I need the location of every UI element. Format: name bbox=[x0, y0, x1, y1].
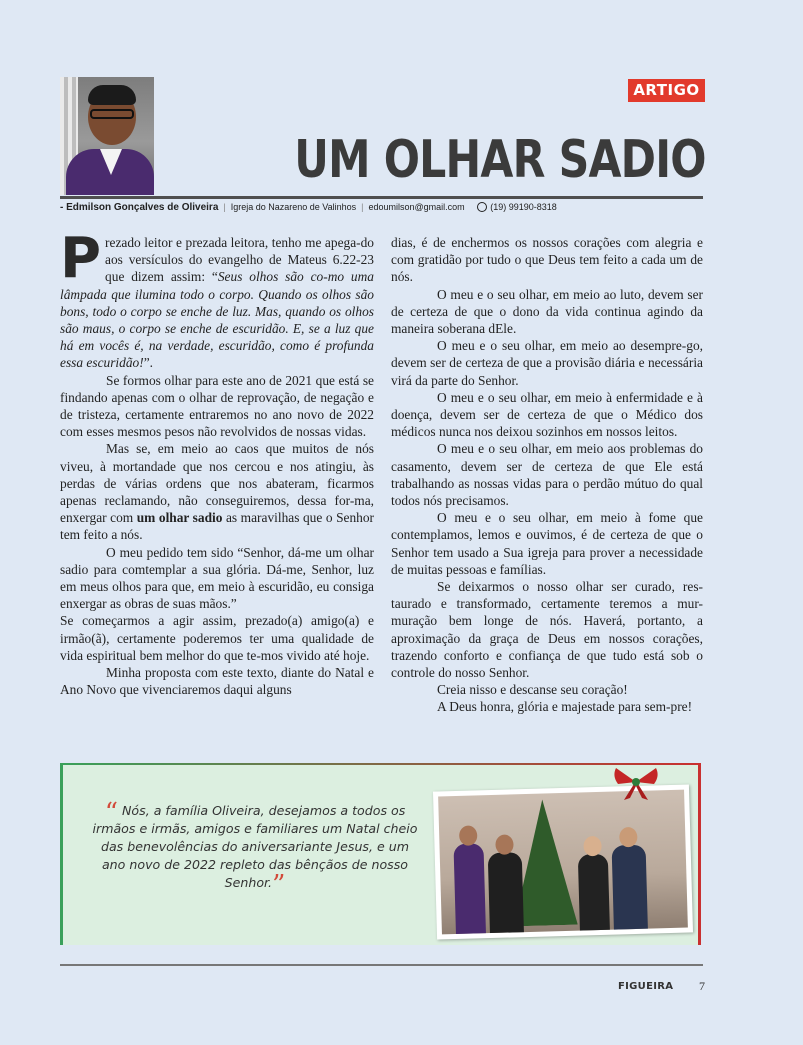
christmas-bow-icon bbox=[612, 762, 660, 802]
author-name: - Edmilson Gonçalves de Oliveira bbox=[60, 202, 219, 213]
emphasis-text: um olhar sadio bbox=[136, 510, 223, 526]
paragraph-text: ”. bbox=[143, 355, 153, 371]
close-quote-mark: ” bbox=[272, 870, 286, 900]
author-photo bbox=[60, 77, 154, 195]
paragraph: Se formos olhar para este ano de 2021 que está se findando apenas com o olhar de reprovação, de negação e de tristeza, certamente entraremos no ano novo de 2022 com esses mesmos pesos não revolvidos de nossas vidas. bbox=[60, 372, 374, 440]
paragraph-text: Mas se, em meio ao caos que muitos de nós viveu, à mortandade que nos cercou e nos atingiu, às perdas de várias ordens que nos abateram, ficarmos apenas reclamando, não conseguiremos, dessa for-ma, enxergar com bbox=[60, 441, 374, 526]
article-column-1 bbox=[60, 226, 375, 698]
paragraph: O meu e o seu olhar, em meio ao luto, devem ser de certeza de que o dono da vida continua agindo da maneira soberana dEle. bbox=[391, 286, 703, 337]
paragraph: O meu e o seu olhar, em meio à enfermidade e à doença, devem ser de certeza de que o Médico dos médicos nunca nos deixou sozinhos em nossos leitos. bbox=[391, 389, 703, 440]
footer-rule bbox=[60, 964, 703, 966]
paragraph: O meu e o seu olhar, em meio aos problemas do casamento, devem ser de certeza de que Ele está trabalhando as nossas vidas para o perdão mútuo do qual todos nós precisamos. bbox=[391, 441, 703, 509]
paragraph bbox=[60, 440, 374, 543]
article-title: UM OLHAR SADIO bbox=[294, 130, 706, 190]
page-number: 7 bbox=[699, 979, 705, 993]
paragraph: O meu e o seu olhar, em meio à fome que contemplamos, lemos e ouvimos, é de certeza de que o Senhor tem usado a Sua igreja para prover a necessidade de muitas pessoas e famílias. bbox=[391, 510, 703, 577]
author-email: edoumilson@gmail.com bbox=[368, 202, 465, 212]
byline: - Edmilson Gonçalves de Oliveira | Igreja do Nazareno de Valinhos | edoumilson@gmail.com (19) 99190-8318 bbox=[60, 202, 557, 213]
article-column-2 bbox=[391, 234, 703, 716]
paragraph bbox=[60, 226, 374, 372]
whatsapp-icon bbox=[477, 202, 487, 212]
title-rule bbox=[60, 196, 703, 199]
author-phone: (19) 99190-8318 bbox=[490, 202, 557, 212]
paragraph-text: rezado leitor e prezada leitora, tenho me apega-do aos versículos do evangelho de Mateus 6.22-23 que dizem assim: “ bbox=[105, 235, 374, 285]
paragraph-text: as maravilhas que o Senhor tem feito a nós. bbox=[60, 510, 375, 543]
paragraph: O meu e o seu olhar, em meio ao desempre-go, devem ser de certeza de que a provisão diária e necessária virá da parte do Senhor. bbox=[391, 338, 703, 388]
paragraph: Minha proposta com este texto, diante do Natal e Ano Novo que vivenciaremos daqui alguns bbox=[60, 665, 374, 698]
paragraph: Se começarmos a agir assim, prezado(a) amigo(a) e irmão(ã), certamente poderemos ter uma qualidade de vida espiritual bem melhor do que te-mos vivido até hoje. bbox=[60, 613, 374, 663]
drop-cap: P bbox=[60, 226, 102, 291]
greeting-text: Nós, a família Oliveira, desejamos a todos os irmãos e irmãs, amigos e familiares um Natal cheio das benevolências do aniversariante Jesus, e um ano novo de 2022 repleto das bênçãos de nosso Senhor. bbox=[92, 803, 418, 890]
magazine-name: FIGUEIRA bbox=[618, 981, 674, 992]
paragraph: dias, é de enchermos os nossos corações com alegria e com gratidão por tudo o que Deus tem feito a cada um de nós. bbox=[391, 235, 703, 285]
author-church: Igreja do Nazareno de Valinhos bbox=[230, 202, 357, 212]
section-badge: ARTIGO bbox=[628, 79, 705, 102]
scripture-quote: Seus olhos são co-mo uma lâmpada que ilumina todo o corpo. Quando os olhos são bons, todo o corpo se enche de luz. Mas, quando os olhos são maus, o corpo se enche de escuridão. E, se a luz que há em vocês é, na verdade, escuridão, como é profunda essa escuridão! bbox=[60, 269, 374, 371]
paragraph: Se deixarmos o nosso olhar ser curado, res-taurado e transformado, certamente teremos a mur-muração bem longe de nós. Haverá, portanto, a aproximação da graça de Deus em nossos corações, trazendo conforto e confiança de que tudo está sob o controle do nosso Senhor. bbox=[391, 579, 703, 681]
paragraph: A Deus honra, glória e majestade para sem-pre! bbox=[437, 699, 693, 715]
greeting-quote bbox=[92, 798, 418, 900]
family-photo bbox=[433, 784, 693, 939]
paragraph: Creia nisso e descanse seu coração! bbox=[437, 682, 628, 698]
open-quote-mark: “ bbox=[104, 798, 118, 828]
paragraph: O meu pedido tem sido “Senhor, dá-me um olhar sadio para comtemplar a sua glória. Dá-me, Senhor, luz em meus olhos para que, em meio à escuridão, eu consiga enxergar as obras de suas mãos.” bbox=[60, 544, 374, 612]
